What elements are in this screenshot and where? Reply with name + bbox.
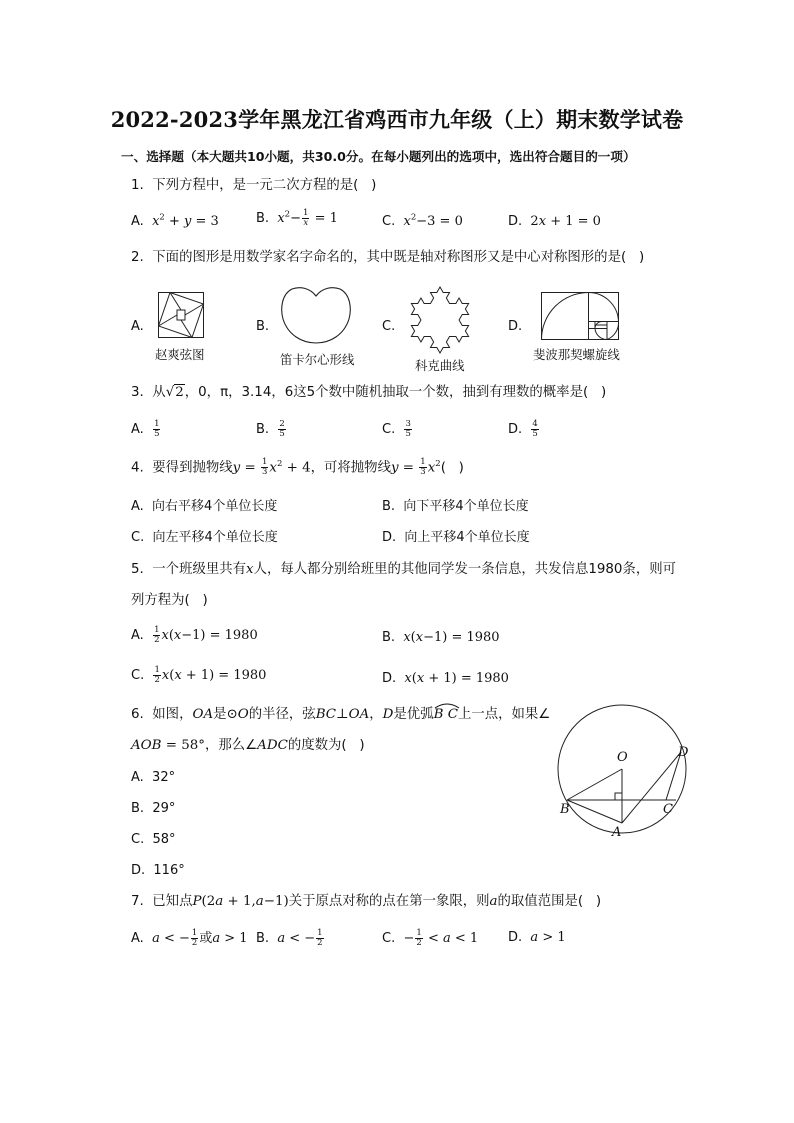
q6-option-a: A. 32°: [131, 770, 176, 785]
label-o: O: [617, 750, 628, 765]
q3-option-c: C. $\frac{3}{5}$: [382, 419, 411, 439]
cardioid-figure: [280, 286, 352, 344]
q4-option-d: D. 向上平移4个单位长度: [382, 530, 530, 545]
q4-stem: 4. 要得到抛物线y = $\frac{1}{3}$ $x^2 + 4$，可将抛物线y = $\frac{1}{3}$ $x^2$( ): [131, 457, 464, 477]
q2-stem: 2. 下面的图形是用数学家名字命名的，其中既是轴对称图形又是中心对称图形的是( ): [131, 250, 645, 265]
q3-option-d: D. $\frac{4}{5}$: [508, 419, 538, 439]
q6-stem-line1: 6. 如图，OA是⊙O的半径，弦BC⊥OA，D是优弧B C 上一点，如果∠: [131, 706, 550, 724]
q1-option-c: C. $x^2-3 = 0$: [382, 212, 463, 229]
koch-snowflake-figure: [403, 282, 477, 356]
q2-option-b: B.: [256, 319, 270, 334]
q5-option-a: A. $\frac{1}{2}$ x(x−1) = 1980: [131, 625, 258, 645]
q4-option-b: B. 向下平移4个单位长度: [382, 499, 529, 514]
q1-option-a: A. $x^2 + y = 3$: [131, 212, 219, 229]
q7-option-c: C. − $\frac{1}{2}$ < a < 1: [382, 928, 479, 948]
q6-option-b: B. 29°: [131, 801, 176, 816]
q5-option-b: B. x(x−1) = 1980: [382, 630, 500, 645]
q5-stem-line2: 列方程为( ): [131, 593, 208, 608]
q5-option-d: D. x(x + 1) = 1980: [382, 671, 509, 686]
q2-caption-c: 科克曲线: [415, 358, 465, 373]
q3-option-a: A. $\frac{1}{5}$: [131, 419, 160, 439]
label-d: D: [678, 745, 689, 760]
q1-option-b: B. $x^2-$ $\frac{1}{x}$ = 1: [256, 208, 338, 228]
q2-caption-d: 斐波那契螺旋线: [533, 347, 620, 362]
q5-option-c: C. $\frac{1}{2}$ x(x + 1) = 1980: [131, 665, 267, 685]
q4-option-a: A. 向右平移4个单位长度: [131, 499, 278, 514]
q2-option-a: A.: [131, 319, 144, 334]
q2-caption-a: 赵爽弦图: [155, 347, 205, 362]
q7-option-a: A. a < − $\frac{1}{2}$ 或a > 1: [131, 928, 248, 948]
label-b: B: [560, 802, 570, 817]
q2-caption-b: 笛卡尔心形线: [280, 352, 355, 367]
q4-option-c: C. 向左平移4个单位长度: [131, 530, 278, 545]
q6-option-c: C. 58°: [131, 832, 176, 847]
q6-circle-figure: [556, 700, 696, 840]
q7-stem: 7. 已知点P(2a + 1,a−1)关于原点对称的点在第一象限，则a的取值范围是( ): [131, 894, 602, 909]
q1-option-d: D. 2x + 1 = 0: [508, 214, 601, 229]
koch-snowflake-outline: [411, 287, 468, 353]
q6-stem-line2: AOB = 58°，那么∠ADC的度数为( ): [131, 738, 365, 753]
page-title: 2022-2023学年黑龙江省鸡西市九年级（上）期末数学试卷: [110, 107, 684, 132]
q5-stem-line1: 5. 一个班级里共有x人，每人都分别给班里的其他同学发一条信息，共发信息1980条，则可: [131, 562, 676, 577]
zhao-shuang-figure: [158, 292, 204, 338]
q2-option-d: D.: [508, 319, 523, 334]
q3-stem: 3. 从√2，0，π，3.14，6这5个数中随机抽取一个数，抽到有理数的概率是( ): [131, 385, 607, 400]
q3-option-b: B. $\frac{2}{5}$: [256, 419, 285, 439]
q1-stem: 1. 下列方程中，是一元二次方程的是( ): [131, 178, 377, 193]
q7-option-d: D. a > 1: [508, 930, 566, 945]
q7-option-b: B. a < − $\frac{1}{2}$: [256, 928, 323, 948]
q6-option-d: D. 116°: [131, 863, 185, 878]
q2-option-c: C.: [382, 319, 396, 334]
section-heading: 一、选择题（本大题共10小题，共30.0分。在每小题列出的选项中，选出符合题目的一项）: [121, 149, 636, 164]
label-c: C: [663, 802, 673, 817]
label-a: A: [612, 825, 622, 840]
fibonacci-spiral-figure: [541, 292, 619, 340]
